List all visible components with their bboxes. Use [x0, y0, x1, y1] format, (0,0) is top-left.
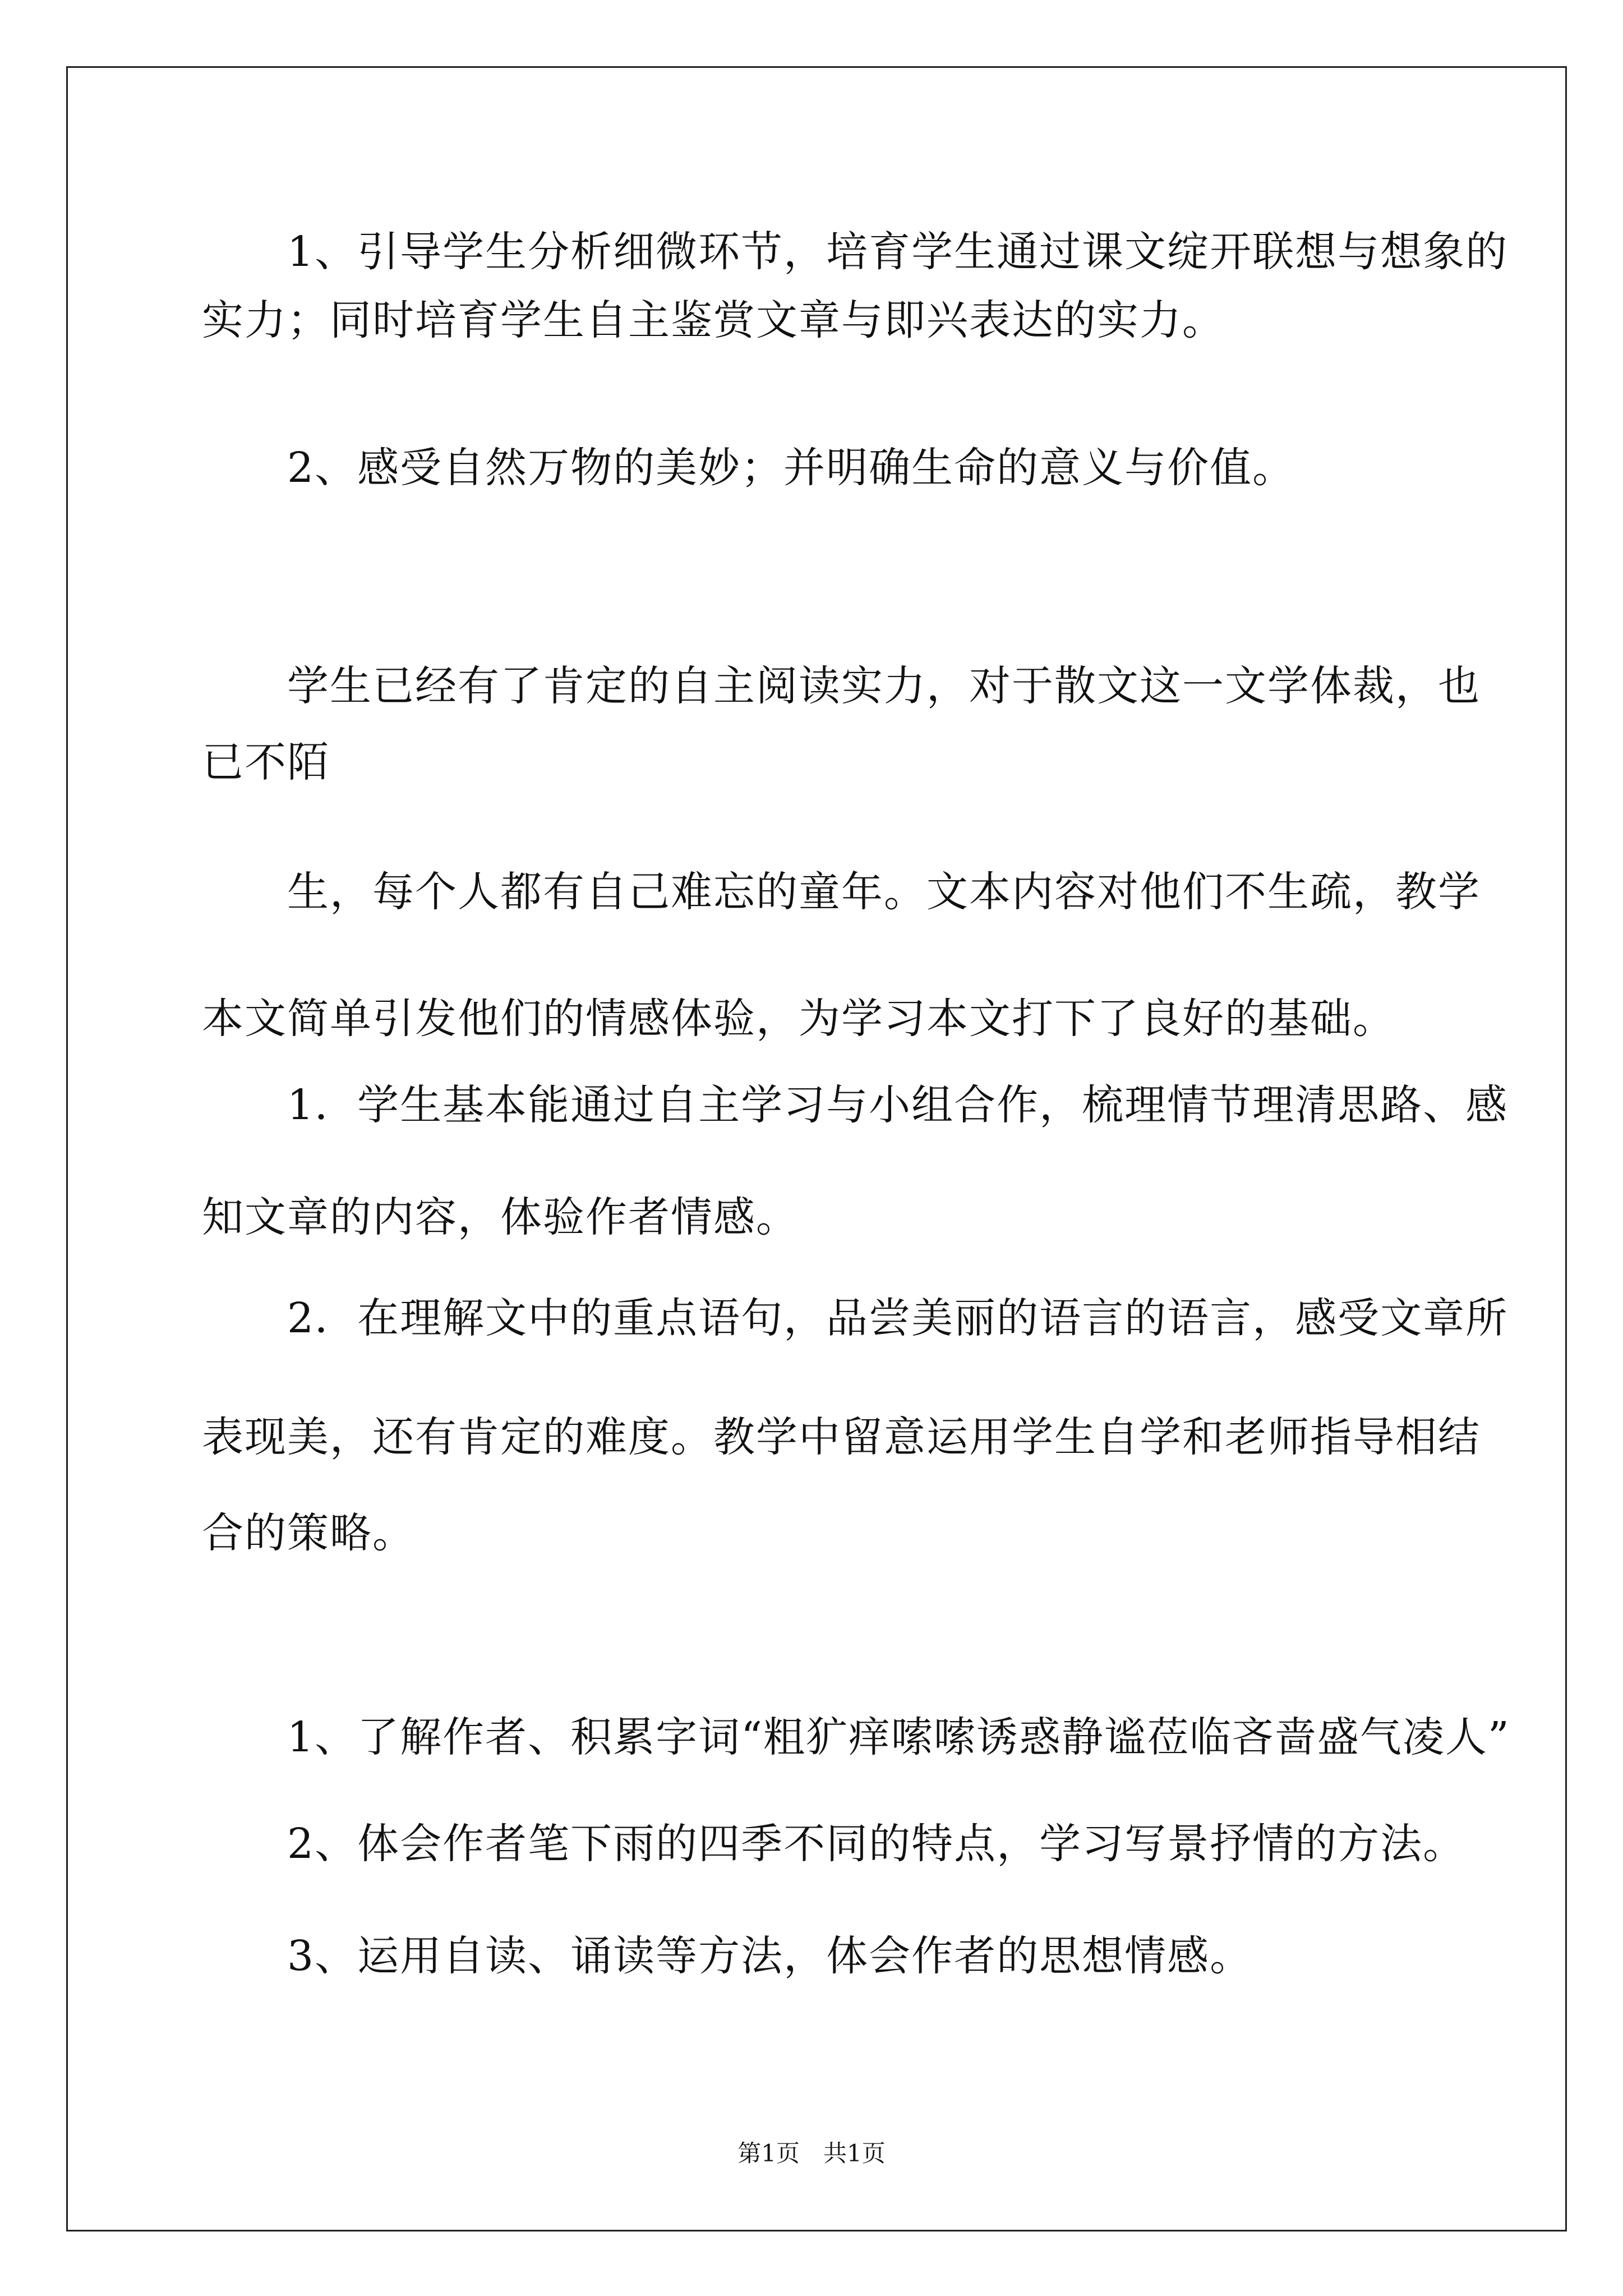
text-line: 3、运用自读、诵读等方法，体会作者的思想情感。: [202, 1932, 1253, 1980]
text-line: 2、体会作者笔下雨的四季不同的特点，学习写景抒情的方法。: [202, 1820, 1466, 1868]
text-line: 2、感受自然万物的美妙；并明确生命的意义与价值。: [202, 444, 1295, 492]
text-line: 1．学生基本能通过自主学习与小组合作，梳理情节理清思路、感: [202, 1081, 1509, 1129]
text-line: 学生已经有了肯定的自主阅读实力，对于散文这一文学体裁，也: [202, 662, 1481, 710]
text-line: 已不陌: [202, 738, 330, 786]
text-line: 实力；同时培育学生自主鉴赏文章与即兴表达的实力。: [202, 296, 1225, 344]
text-line: 知文章的内容，体验作者情感。: [202, 1193, 799, 1241]
text-line: 2．在理解文中的重点语句，品尝美丽的语言的语言，感受文章所: [202, 1294, 1509, 1342]
text-line: 表现美，还有肯定的难度。教学中留意运用学生自学和老师指导相结: [202, 1413, 1481, 1461]
text-line: 合的策略。: [202, 1509, 415, 1557]
text-line: 本文简单引发他们的情感体验，为学习本文打下了良好的基础。: [202, 995, 1395, 1043]
page-frame: [66, 66, 1567, 2231]
page-footer: 第1页 共1页: [737, 2139, 886, 2167]
text-line: 1、了解作者、积累字词“粗犷痒嗦嗦诱惑静谧莅临吝啬盛气凌人”: [202, 1713, 1510, 1761]
text-line: 生，每个人都有自己难忘的童年。文本内容对他们不生疏，教学: [202, 868, 1481, 916]
text-line: 1、引导学生分析细微环节，培育学生通过课文绽开联想与想象的: [202, 228, 1509, 276]
